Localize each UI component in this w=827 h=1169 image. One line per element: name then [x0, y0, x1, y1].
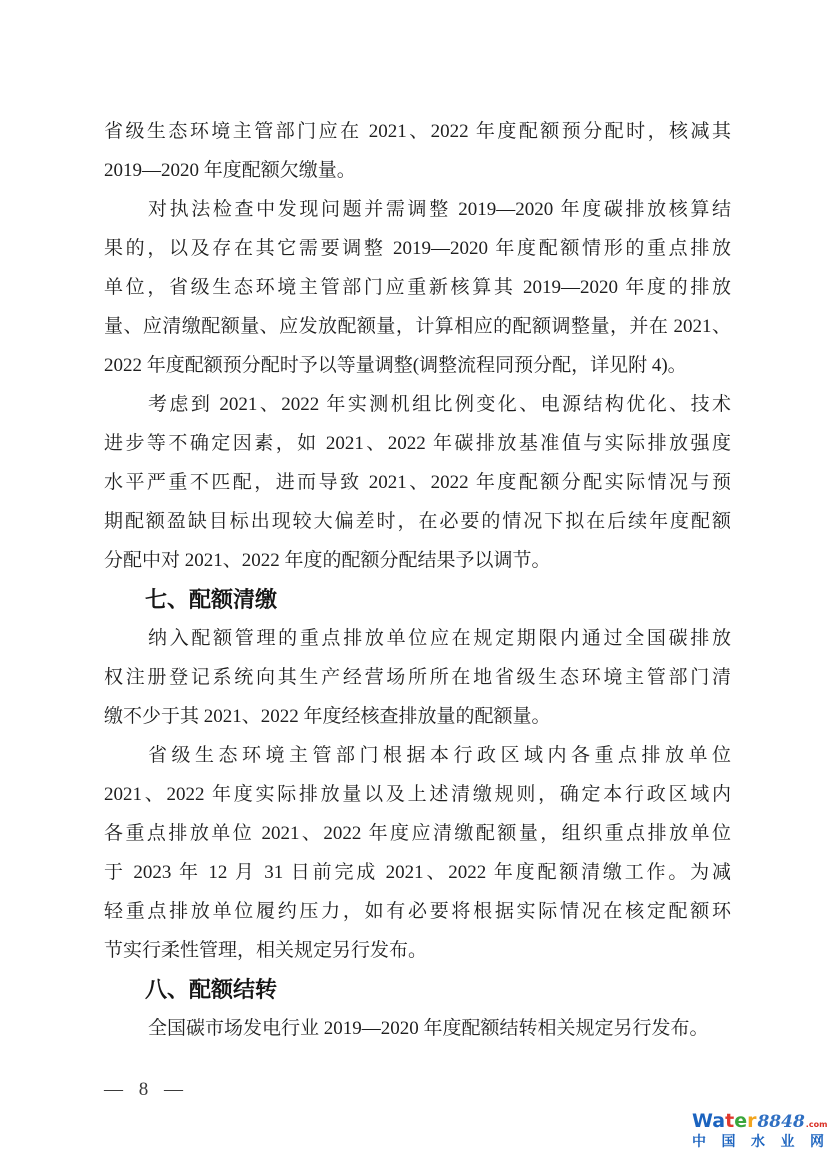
text-line: 2022 年度配额预分配时予以等量调整(调整流程同预分配，详见附 4)。: [104, 355, 687, 376]
text-line: 2021、2022 年度实际排放量以及上述清缴规则，确定本行政区域内: [104, 784, 731, 805]
page-number: [104, 1079, 184, 1101]
text-line: 于 2023 年 12 月 31 日前完成 2021、2022 年度配额清缴工作。为减: [104, 862, 731, 883]
text-line: 考虑到 2021、2022 年实测机组比例变化、电源结构优化、技术: [148, 394, 731, 415]
water8848-watermark-logo: [692, 1110, 827, 1150]
text-line: 期配额盈缺目标出现较大偏差时，在必要的情况下拟在后续年度配额: [104, 511, 731, 532]
text-line: 轻重点排放单位履约压力，如有必要将根据实际情况在核定配额环: [104, 901, 731, 922]
text-line: 全国碳市场发电行业 2019—2020 年度配额结转相关规定另行发布。: [148, 1018, 709, 1039]
section-heading-quota-settlement: 七、配额清缴: [145, 587, 278, 612]
text-line: 各重点排放单位 2021、2022 年度应清缴配额量，组织重点排放单位: [104, 823, 731, 844]
watermark-latin-row: [692, 1110, 827, 1132]
watermark-letter: e: [734, 1110, 748, 1132]
watermark-word-water: [692, 1112, 756, 1131]
watermark-letter: r: [747, 1110, 757, 1132]
text-line: 纳入配额管理的重点排放单位应在规定期限内通过全国碳排放: [148, 628, 731, 649]
paragraph-uncertainty: [104, 385, 731, 580]
page-number-text: — 8 —: [104, 1079, 184, 1100]
text-line: 缴不少于其 2021、2022 年度经核查排放量的配额量。: [104, 706, 551, 727]
paragraph-settlement-rule: [104, 619, 731, 736]
text-line: 权注册登记系统向其生产经营场所所在地省级生态环境主管部门清: [104, 667, 731, 688]
text-line: 节实行柔性管理，相关规定另行发布。: [104, 940, 428, 961]
text-line: 单位，省级生态环境主管部门应重新核算其 2019—2020 年度的排放: [104, 277, 731, 298]
section-heading-quota-carryover: 八、配额结转: [145, 977, 278, 1002]
watermark-letter: t: [725, 1110, 735, 1132]
text-line: 水平严重不匹配，进而导致 2021、2022 年度配额分配实际情况与预: [104, 472, 731, 493]
text-line: 对执法检查中发现问题并需调整 2019—2020 年度碳排放核算结: [148, 199, 731, 220]
text-line: 省级生态环境主管部门应在 2021、2022 年度配额预分配时，核减其: [104, 121, 731, 142]
text-line: 果的，以及存在其它需要调整 2019—2020 年度配额情形的重点排放: [104, 238, 731, 259]
text-line: 省级生态环境主管部门根据本行政区域内各重点排放单位: [148, 745, 731, 766]
text-line: 2019—2020 年度配额欠缴量。: [104, 160, 356, 181]
watermark-letter: a: [712, 1110, 726, 1132]
text-line: 量、应清缴配额量、应发放配额量，计算相应的配额调整量，并在 2021、: [104, 316, 731, 337]
paragraph-carryover: [104, 1009, 731, 1048]
text-line: 分配中对 2021、2022 年度的配额分配结果予以调节。: [104, 550, 551, 571]
paragraph-adjustment: [104, 190, 731, 385]
watermark-number-8848: 8848: [757, 1112, 805, 1132]
watermark-letter: W: [692, 1110, 713, 1132]
watermark-chinese-name: 中国水业网: [692, 1134, 824, 1150]
watermark-domain-com: .com: [805, 1120, 827, 1129]
text-line: 进步等不确定因素，如 2021、2022 年碳排放基准值与实际排放强度: [104, 433, 731, 454]
document-body: [104, 112, 731, 1048]
paragraph-continuation: [104, 112, 731, 190]
paragraph-settlement-organization: [104, 736, 731, 970]
